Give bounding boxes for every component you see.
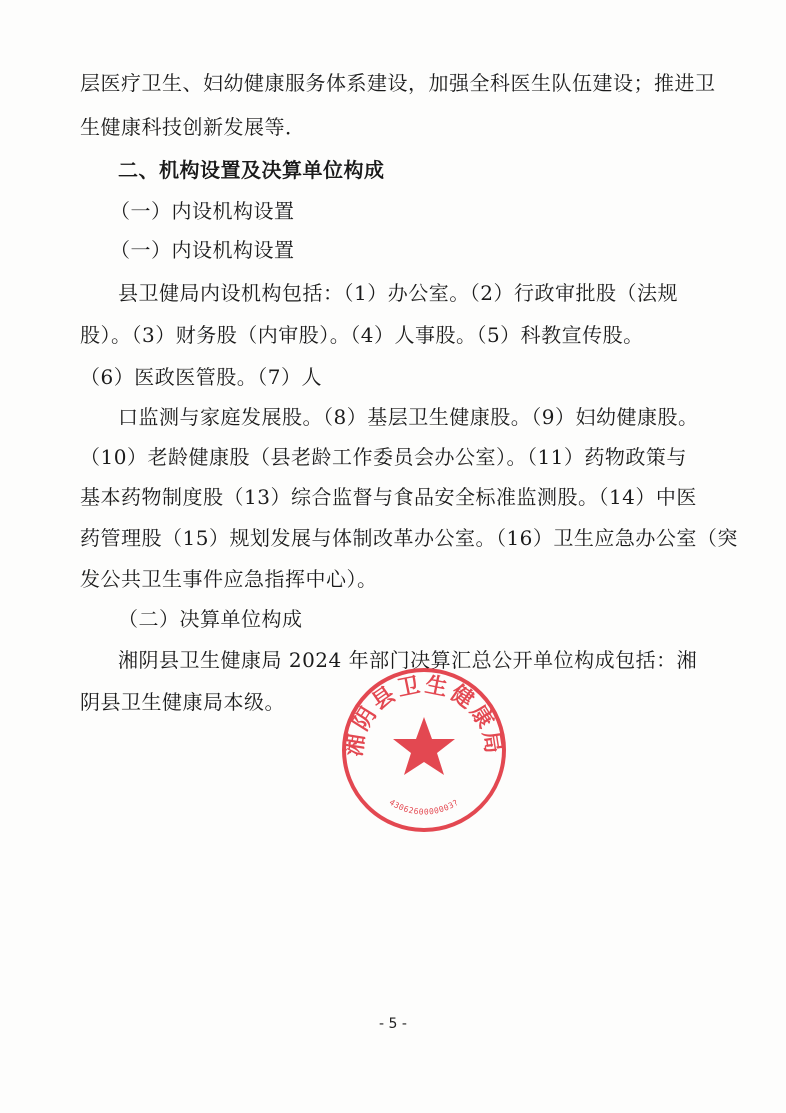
seal-name-text: 湘阴县卫生健康局 xyxy=(341,671,507,759)
org-line: （10）老龄健康股（县老龄工作委员会办公室）。（11）药物政策与 xyxy=(80,445,687,469)
org-line: 县卫健局内设机构包括：（1）办公室。（2）行政审批股（法规 xyxy=(118,281,678,305)
org-line: （6）医政医管股。（7）人 xyxy=(80,365,322,389)
org-line: 发公共卫生事件应急指挥中心）。 xyxy=(80,567,378,591)
paragraph-line: 层医疗卫生、妇幼健康服务体系建设，加强全科医生队伍建设；推进卫 xyxy=(80,71,716,95)
org-line: 口监测与家庭发展股。（8）基层卫生健康股。（9）妇幼健康股。 xyxy=(118,405,699,429)
subheading-internal-structure: （一）内设机构设置 xyxy=(110,199,295,223)
section-heading: 二、机构设置及决算单位构成 xyxy=(118,158,385,182)
subheading-internal-structure-repeat: （一）内设机构设置 xyxy=(110,238,295,262)
unit-line: 湘阴县卫生健康局 2024 年部门决算汇总公开单位构成包括：湘 xyxy=(118,648,698,672)
org-line: 股）。（3）财务股（内审股）。（4）人事股。（5）科教宣传股。 xyxy=(80,323,644,347)
seal-star-icon xyxy=(393,717,455,775)
official-seal xyxy=(339,665,509,835)
subheading-budget-units: （二）决算单位构成 xyxy=(118,607,303,631)
paragraph-line: 生健康科技创新发展等． xyxy=(80,115,306,139)
org-line: 药管理股（15）规划发展与体制改革办公室。（16）卫生应急办公室（突 xyxy=(80,526,738,550)
org-line: 基本药物制度股（13）综合监督与食品安全标准监测股。（14）中医 xyxy=(80,485,697,509)
unit-line: 阴县卫生健康局本级。 xyxy=(80,690,285,714)
seal-code-text: 4306260000003? xyxy=(387,797,461,817)
page-number: - 5 - xyxy=(379,1016,407,1032)
